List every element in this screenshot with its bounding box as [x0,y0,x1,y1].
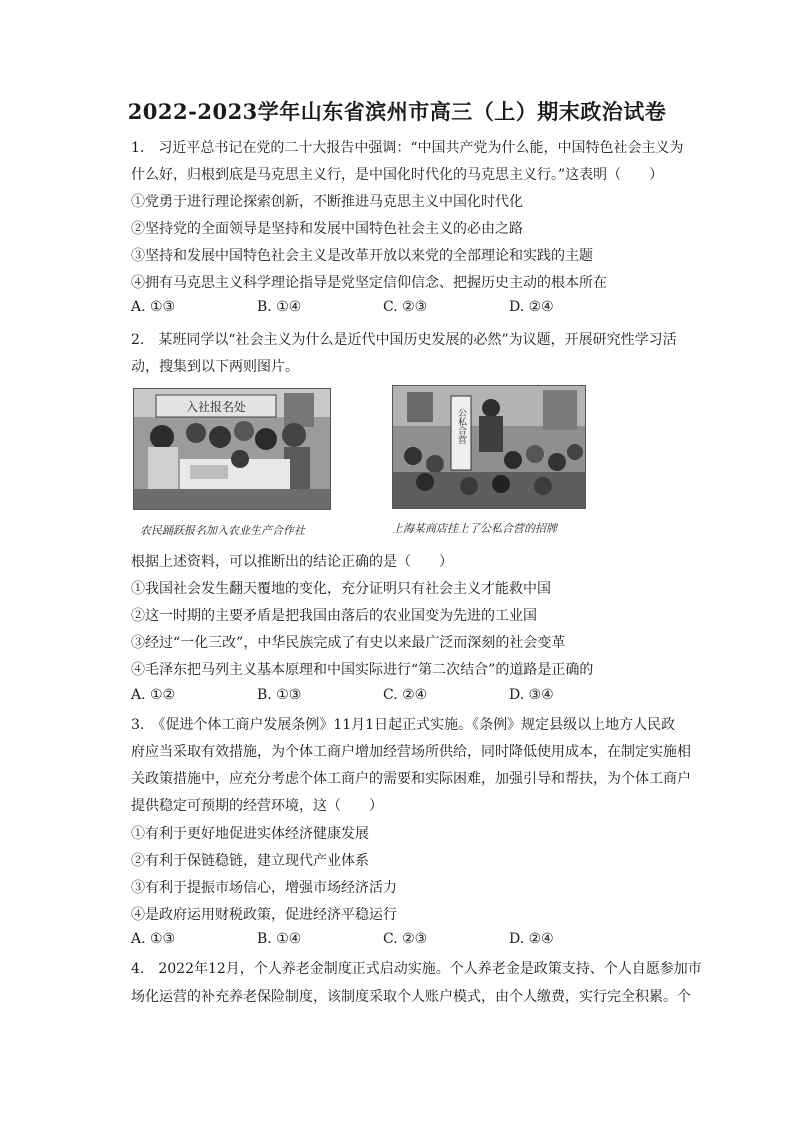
q3-item-4: ④是政府运用财税政策，促进经济平稳运行 [131,907,397,923]
q3-stem-line-2: 府应当采取有效措施，为个体工商户增加经营场所供给，同时降低使用成本，在制定实施相 [131,744,691,760]
q2-question-stem: 根据上述资料，可以推断出的结论正确的是（ ） [131,554,453,570]
q2-option-c[interactable]: C. ②④ [383,687,428,703]
q2-option-b[interactable]: B. ①③ [257,687,302,703]
photo-caption-left: 农民踊跃报名加入农业生产合作社 [140,524,305,537]
q3-option-a[interactable]: A. ①③ [131,931,176,947]
q3-item-1: ①有利于更好地促进实体经济健康发展 [131,826,369,842]
photo-farmers-cooperative [133,388,331,510]
q4-stem-line-1: 4. 2022年12月，个人养老金制度正式启动实施。个人养老金是政策支持、个人自愿参加市 [131,961,702,977]
q1-stem-line-2: 什么好，归根到底是马克思主义行，是中国化时代化的马克思主义行。”这表明（ ） [131,167,664,183]
photo-caption-right: 上海某商店挂上了公私合营的招牌 [392,522,557,535]
q1-item-3: ③坚持和发展中国特色社会主义是改革开放以来党的全部理论和实践的主题 [131,248,593,264]
photo-sign-text: 入社报名处 [185,400,247,414]
q1-item-2: ②坚持党的全面领导是坚持和发展中国特色社会主义的必由之路 [131,221,523,237]
q1-options [131,299,635,315]
q3-stem-line-1: 3. 《促进个体工商户发展条例》11月1日起正式实施。《条例》规定县级以上地方人民政 [131,717,676,733]
q1-option-c[interactable]: C. ②③ [383,299,428,315]
q2-option-a[interactable]: A. ①② [131,687,176,703]
q2-stem-line-1: 2. 某班同学以“社会主义为什么是近代中国历史发展的必然”为议题，开展研究性学习活 [131,332,677,348]
q3-item-3: ③有利于提振市场信心，增强市场经济活力 [131,880,397,896]
q2-stem-line-2: 动，搜集到以下两则图片。 [131,359,299,375]
q3-stem-line-4: 提供稳定可预期的经营环境，这（ ） [131,798,383,814]
q1-item-4: ④拥有马克思主义科学理论指导是党坚定信仰信念、把握历史主动的根本所在 [131,275,607,291]
photo-banner-text: 公私合营 [456,408,466,444]
q3-option-d[interactable]: D. ②④ [509,931,554,947]
q3-option-b[interactable]: B. ①④ [257,931,302,947]
q1-stem-line-1: 1. 习近平总书记在党的二十大报告中强调：“中国共产党为什么能，中国特色社会主义为 [131,140,684,156]
q3-item-2: ②有利于保链稳链，建立现代产业体系 [131,853,369,869]
q3-stem-line-3: 关政策措施中，应充分考虑个体工商户的需要和实际困难，加强引导和帮扶，为个体工商户 [131,771,691,787]
q2-options [131,687,635,703]
q1-option-a[interactable]: A. ①③ [131,299,176,315]
page-title: 2022-2023学年山东省滨州市高三（上）期末政治试卷 [127,99,667,124]
q1-option-b[interactable]: B. ①④ [257,299,302,315]
q2-item-1: ①我国社会发生翻天覆地的变化，充分证明只有社会主义才能救中国 [131,581,551,597]
q2-option-d[interactable]: D. ③④ [509,687,554,703]
q3-option-c[interactable]: C. ②③ [383,931,428,947]
q2-item-3: ③经过“一化三改”，中华民族完成了有史以来最广泛而深刻的社会变革 [131,635,566,651]
q3-options [131,931,635,947]
q4-stem-line-2: 场化运营的补充养老保险制度，该制度采取个人账户模式，由个人缴费，实行完全积累。个 [131,989,691,1005]
q2-item-2: ②这一时期的主要矛盾是把我国由落后的农业国变为先进的工业国 [131,608,537,624]
q2-item-4: ④毛泽东把马列主义基本原理和中国实际进行“第二次结合”的道路是正确的 [131,662,594,678]
q1-option-d[interactable]: D. ②④ [509,299,554,315]
q1-item-1: ①党勇于进行理论探索创新，不断推进马克思主义中国化时代化 [131,194,523,210]
photo-public-private-store [392,385,586,509]
